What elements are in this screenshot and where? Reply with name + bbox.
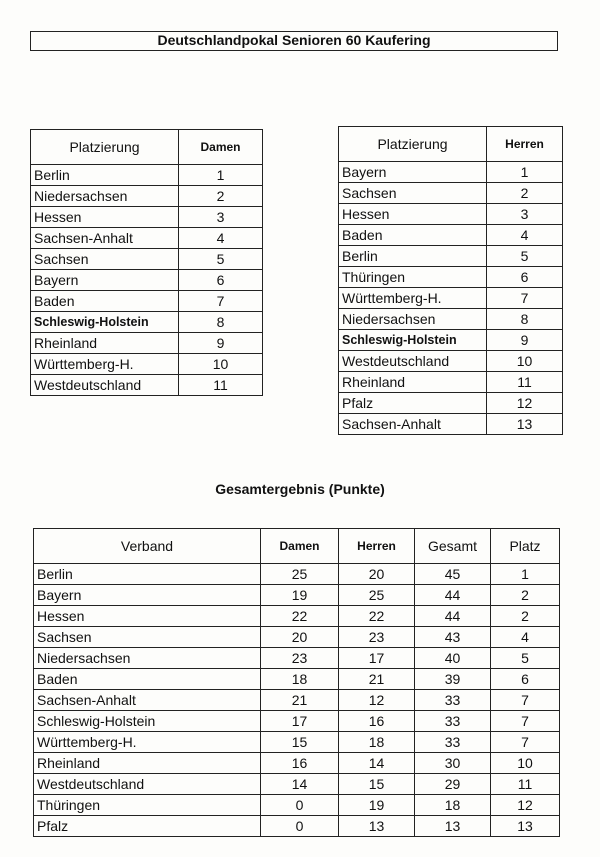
table-header-row [34,529,560,564]
cell-damen: 16 [261,753,339,774]
cell-damen: 0 [261,816,339,837]
cell-herren: 23 [339,627,415,648]
cell-herren: 13 [339,816,415,837]
table-row [31,165,263,186]
cell-platz: 10 [179,354,263,375]
table-row [339,309,563,330]
cell-verband: Pfalz [339,393,487,414]
cell-verband: Sachsen [34,627,261,648]
damen-ranking-table [30,129,263,396]
table-row [339,162,563,183]
cell-platz: 6 [487,267,563,288]
cell-damen: 17 [261,711,339,732]
cell-gesamt: 33 [415,732,491,753]
table-row [34,627,560,648]
table-row [339,414,563,435]
header-platzierung: Platzierung [339,127,487,162]
table-row [339,330,563,351]
cell-gesamt: 44 [415,606,491,627]
cell-herren: 14 [339,753,415,774]
cell-herren: 18 [339,732,415,753]
cell-verband: Baden [339,225,487,246]
table-row [34,816,560,837]
cell-platz: 7 [491,732,560,753]
cell-verband: Württemberg-H. [34,732,261,753]
header-gesamt: Gesamt [415,529,491,564]
header-damen: Damen [179,130,263,165]
cell-verband: Rheinland [31,333,179,354]
cell-platz: 12 [491,795,560,816]
cell-verband: Württemberg-H. [31,354,179,375]
cell-verband: Sachsen [31,249,179,270]
cell-platz: 2 [179,186,263,207]
cell-platz: 3 [487,204,563,225]
table-row [34,753,560,774]
cell-gesamt: 29 [415,774,491,795]
cell-platz: 8 [179,312,263,333]
cell-verband: Sachsen-Anhalt [34,690,261,711]
table-row [31,249,263,270]
cell-damen: 25 [261,564,339,585]
gesamt-result-table [33,528,560,837]
cell-platz: 5 [487,246,563,267]
cell-gesamt: 44 [415,585,491,606]
cell-verband: Hessen [339,204,487,225]
cell-herren: 16 [339,711,415,732]
header-herren: Herren [487,127,563,162]
cell-damen: 19 [261,585,339,606]
cell-gesamt: 30 [415,753,491,774]
table-row [31,228,263,249]
cell-platz: 2 [491,585,560,606]
cell-platz: 9 [179,333,263,354]
cell-verband: Rheinland [339,372,487,393]
table-row [31,186,263,207]
cell-herren: 12 [339,690,415,711]
cell-verband: Sachsen-Anhalt [31,228,179,249]
cell-gesamt: 13 [415,816,491,837]
cell-platz: 4 [179,228,263,249]
cell-platz: 7 [491,711,560,732]
table-row [34,606,560,627]
cell-verband: Niedersachsen [339,309,487,330]
header-platzierung: Platzierung [31,130,179,165]
cell-platz: 10 [487,351,563,372]
cell-herren: 22 [339,606,415,627]
cell-verband: Baden [31,291,179,312]
cell-damen: 23 [261,648,339,669]
cell-verband: Schleswig-Holstein [34,711,261,732]
cell-platz: 11 [487,372,563,393]
cell-verband: Bayern [339,162,487,183]
cell-platz: 13 [487,414,563,435]
cell-verband: Westdeutschland [34,774,261,795]
cell-verband: Sachsen [339,183,487,204]
cell-platz: 12 [487,393,563,414]
cell-gesamt: 40 [415,648,491,669]
cell-platz: 10 [491,753,560,774]
cell-gesamt: 39 [415,669,491,690]
table-row [34,648,560,669]
cell-platz: 6 [491,669,560,690]
table-row [34,732,560,753]
cell-platz: 7 [487,288,563,309]
cell-gesamt: 33 [415,690,491,711]
cell-herren: 21 [339,669,415,690]
table-row [31,291,263,312]
cell-herren: 20 [339,564,415,585]
cell-damen: 14 [261,774,339,795]
cell-verband: Berlin [34,564,261,585]
table-row [34,795,560,816]
cell-gesamt: 18 [415,795,491,816]
cell-verband: Berlin [31,165,179,186]
cell-platz: 8 [487,309,563,330]
cell-platz: 1 [487,162,563,183]
table-row [34,564,560,585]
header-platz: Platz [491,529,560,564]
header-herren: Herren [339,529,415,564]
cell-verband: Bayern [34,585,261,606]
table-header-row [339,127,563,162]
table-row [339,183,563,204]
header-verband: Verband [34,529,261,564]
cell-verband: Westdeutschland [339,351,487,372]
cell-platz: 5 [491,648,560,669]
cell-platz: 7 [491,690,560,711]
cell-verband: Thüringen [339,267,487,288]
table-row [34,690,560,711]
cell-damen: 0 [261,795,339,816]
cell-gesamt: 45 [415,564,491,585]
header-damen: Damen [261,529,339,564]
table-row [31,354,263,375]
cell-platz: 6 [179,270,263,291]
cell-platz: 13 [491,816,560,837]
cell-verband: Westdeutschland [31,375,179,396]
cell-platz: 7 [179,291,263,312]
table-row [34,669,560,690]
cell-platz: 1 [179,165,263,186]
table-row [339,267,563,288]
cell-herren: 15 [339,774,415,795]
cell-damen: 18 [261,669,339,690]
table-row [339,393,563,414]
table-row [339,225,563,246]
cell-verband: Sachsen-Anhalt [339,414,487,435]
cell-verband: Württemberg-H. [339,288,487,309]
table-row [34,585,560,606]
cell-platz: 9 [487,330,563,351]
table-row [339,246,563,267]
cell-damen: 20 [261,627,339,648]
table-header-row [31,130,263,165]
table-row [34,711,560,732]
cell-verband: Baden [34,669,261,690]
cell-verband: Hessen [31,207,179,228]
cell-verband: Berlin [339,246,487,267]
cell-platz: 4 [491,627,560,648]
cell-damen: 21 [261,690,339,711]
cell-herren: 19 [339,795,415,816]
cell-platz: 1 [491,564,560,585]
gesamt-subtitle: Gesamtergebnis (Punkte) [215,481,385,497]
table-row [339,288,563,309]
cell-verband: Bayern [31,270,179,291]
cell-verband: Rheinland [34,753,261,774]
table-row [31,375,263,396]
cell-herren: 17 [339,648,415,669]
table-row [339,204,563,225]
table-row [31,333,263,354]
table-row [339,372,563,393]
cell-platz: 4 [487,225,563,246]
cell-verband: Hessen [34,606,261,627]
cell-damen: 15 [261,732,339,753]
table-row [31,270,263,291]
cell-platz: 5 [179,249,263,270]
table-row [31,207,263,228]
cell-platz: 11 [491,774,560,795]
cell-gesamt: 33 [415,711,491,732]
cell-herren: 25 [339,585,415,606]
herren-ranking-table [338,126,563,435]
cell-platz: 3 [179,207,263,228]
cell-damen: 22 [261,606,339,627]
cell-gesamt: 43 [415,627,491,648]
cell-verband: Niedersachsen [34,648,261,669]
cell-verband: Niedersachsen [31,186,179,207]
cell-verband: Pfalz [34,816,261,837]
cell-platz: 11 [179,375,263,396]
cell-platz: 2 [491,606,560,627]
cell-verband: Schleswig-Holstein [339,330,487,351]
document-title: Deutschlandpokal Senioren 60 Kaufering [30,31,558,51]
table-row [31,312,263,333]
cell-verband: Thüringen [34,795,261,816]
table-row [339,351,563,372]
cell-platz: 2 [487,183,563,204]
cell-verband: Schleswig-Holstein [31,312,179,333]
table-row [34,774,560,795]
